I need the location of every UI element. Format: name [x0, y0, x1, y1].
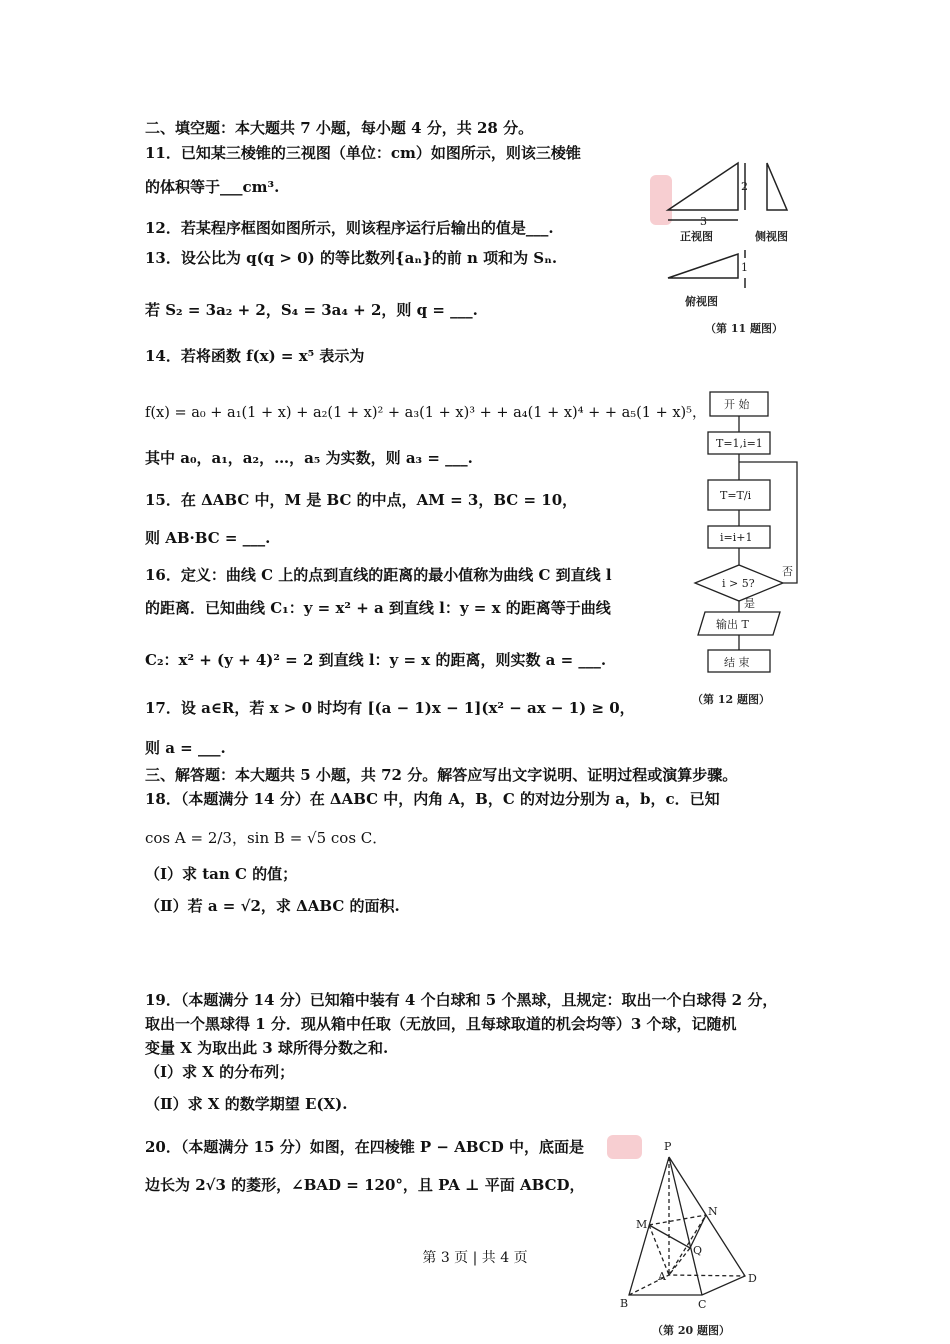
label-C: C — [698, 1298, 707, 1311]
figure-caption: （第 20 题图） — [652, 1324, 730, 1337]
flow-start: 开 始 — [724, 398, 750, 411]
top-view-label: 俯视图 — [685, 295, 718, 308]
question-14-formula: f(x) = a₀ + a₁(1 + x) + a₂(1 + x)² + a₃(1 + x)³ + + a₄(1 + x)⁴ + + a₅(1 + x)⁵， — [145, 405, 707, 421]
question-15-line: 则 AB·BC = ___. — [145, 529, 271, 547]
question-20-line: 边长为 2√3 的菱形，∠BAD = 120°，且 PA ⊥ 平面 ABCD， — [145, 1176, 585, 1194]
question-14-line: 14．若将函数 f(x) = x⁵ 表示为 — [145, 347, 365, 365]
flow-yes: 是 — [744, 597, 755, 610]
flow-output: 输出 T — [716, 618, 749, 631]
flow-condition: i > 5? — [722, 577, 755, 590]
side-view-label: 侧视图 — [755, 230, 788, 243]
figure-caption: （第 12 题图） — [692, 693, 770, 706]
question-11-line: 的体积等于___cm³. — [145, 178, 280, 196]
pyramid-figure — [600, 1130, 800, 1344]
question-18-line: 18．（本题满分 14 分）在 ΔABC 中，内角 A，B，C 的对边分别为 a，b，c．已知 — [145, 790, 720, 808]
question-13-line: 若 S₂ = 3a₂ + 2，S₄ = 3a₄ + 2，则 q = ___. — [145, 301, 478, 319]
question-18-line: （Ⅱ）若 a = √2，求 ΔABC 的面积. — [145, 897, 400, 915]
question-19-line: （Ⅰ）求 X 的分布列； — [145, 1063, 295, 1081]
page-footer: 第 3 页 | 共 4 页 — [422, 1250, 528, 1266]
question-18-line: （Ⅰ）求 tan C 的值； — [145, 865, 298, 883]
question-17-line: 17．设 a∈R，若 x > 0 时均有 [(a − 1)x − 1](x² − ax − 1) ≥ 0， — [145, 699, 635, 717]
label-B: B — [620, 1297, 629, 1310]
question-19-line: 变量 X 为取出此 3 球所得分数之和. — [145, 1039, 389, 1057]
label-P: P — [664, 1140, 672, 1153]
figure-caption: （第 11 题图） — [705, 322, 783, 335]
three-view-figure — [650, 150, 810, 340]
flow-increment: i=i+1 — [720, 531, 753, 544]
label-N: N — [708, 1205, 718, 1218]
flow-assign: T=T/i — [720, 489, 752, 502]
question-16-line: 16．定义：曲线 C 上的点到直线的距离的最小值称为曲线 C 到直线 l — [145, 566, 612, 584]
question-13-line: 13．设公比为 q(q > 0) 的等比数列{aₙ}的前 n 项和为 Sₙ. — [145, 249, 558, 267]
side-view-triangle — [767, 163, 787, 210]
question-17-line: 则 a = ___. — [145, 739, 226, 757]
label-D: D — [748, 1272, 757, 1285]
flowchart-figure — [680, 385, 810, 715]
label-A: A — [658, 1270, 666, 1283]
section-heading: 三、解答题：本大题共 5 小题，共 72 分。解答应写出文字说明、证明过程或演算步骤。 — [145, 766, 738, 784]
question-18-line: cos A = 2/3，sin B = √5 cos C． — [145, 829, 388, 847]
question-12-line: 12．若某程序框图如图所示，则该程序运行后输出的值是___. — [145, 219, 554, 237]
question-16-line: C₂：x² + (y + 4)² = 2 到直线 l：y = x 的距离，则实数 a = ___. — [145, 651, 607, 669]
question-19-line: （Ⅱ）求 X 的数学期望 E(X). — [145, 1095, 348, 1113]
section-heading: 二、填空题：本大题共 7 小题，每小题 4 分，共 28 分。 — [145, 119, 534, 137]
question-19-line: 取出一个黑球得 1 分．现从箱中任取（无放回，且每球取道的机会均等）3 个球，记随机 — [145, 1015, 737, 1033]
question-19-line: 19．（本题满分 14 分）已知箱中装有 4 个白球和 5 个黑球，且规定：取出一个白球得 2 分， — [145, 991, 778, 1009]
flow-no: 否 — [782, 565, 793, 578]
flow-end: 结 束 — [724, 656, 750, 669]
question-11-line: 11．已知某三棱锥的三视图（单位：cm）如图所示，则该三棱锥 — [145, 144, 581, 162]
dim-2: 2 — [741, 180, 748, 193]
flow-init: T=1,i=1 — [716, 437, 763, 450]
question-15-line: 15．在 ΔABC 中，M 是 BC 的中点，AM = 3，BC = 10， — [145, 491, 578, 509]
label-M: M — [636, 1218, 648, 1231]
front-view-triangle — [668, 163, 738, 210]
front-view-label: 正视图 — [680, 230, 713, 243]
dim-3: 3 — [700, 215, 707, 228]
dim-1: 1 — [741, 261, 748, 274]
label-Q: Q — [693, 1244, 703, 1257]
question-14-line: 其中 a₀，a₁，a₂，…，a₅ 为实数，则 a₃ = ___. — [145, 449, 473, 467]
question-20-line: 20．（本题满分 15 分）如图，在四棱锥 P − ABCD 中，底面是 — [145, 1138, 584, 1156]
question-16-line: 的距离．已知曲线 C₁：y = x² + a 到直线 l：y = x 的距离等于曲线 — [145, 599, 611, 617]
top-view-triangle — [668, 254, 738, 278]
